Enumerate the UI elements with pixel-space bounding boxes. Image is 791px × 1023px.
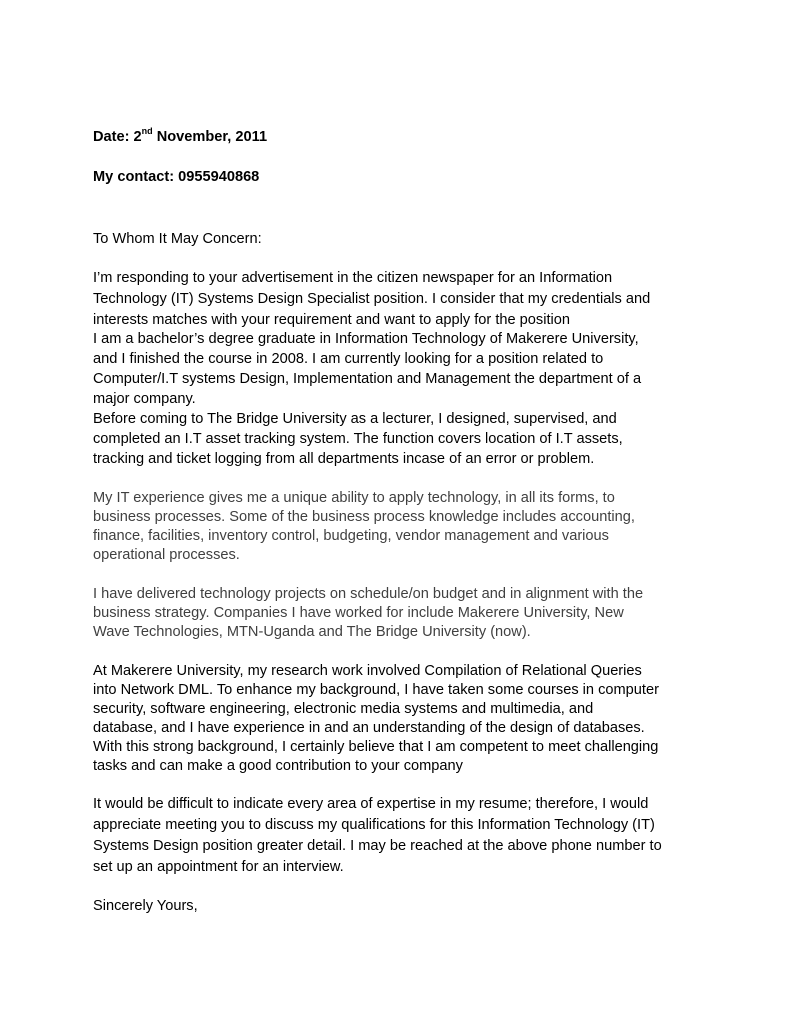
paragraph-it-experience: My IT experience gives me a unique ability to apply technology, in all its forms, to business processes. Some of the business process knowledge includes accounting, finance, facilities, inventory control, budgeting, vendor management and various operational processes.	[93, 490, 635, 563]
contact-line: My contact: 0955940868	[93, 169, 260, 185]
paragraph-advertisement: I’m responding to your advertisement in the citizen newspaper for an Information Technology (IT) Systems Design Specialist position. I consider that my credentials and interests matches with your requirement and want to apply for the position	[93, 270, 651, 328]
paragraph-projects: I have delivered technology projects on schedule/on budget and in alignment with the business strategy. Companies I have worked for include Makerere University, New Wave Technologies, MTN-Uganda and The Bridge University (now).	[93, 586, 644, 640]
date-ordinal: nd	[141, 126, 153, 137]
paragraph-research: At Makerere University, my research work involved Compilation of Relational Queries into Network DML. To enhance my background, I have taken some courses in computer security, software engineering, electronic media systems and multimedia, and database, and I have experience in and an understanding of the design of databases. With this strong background, I certainly believe that I am competent to meet challenging tasks and can make a good contribution to your company	[93, 663, 659, 774]
salutation: To Whom It May Concern:	[93, 231, 262, 247]
date-rest: November, 2011	[152, 129, 268, 145]
paragraph-experience: Before coming to The Bridge University as a lecturer, I designed, supervised, and completed an I.T asset tracking system. The function covers location of I.T assets, tracking and ticket logging from all departments incase of an error or problem.	[93, 411, 623, 467]
date-line	[93, 127, 713, 148]
closing: Sincerely Yours,	[93, 898, 198, 914]
paragraph-education: I am a bachelor’s degree graduate in Information Technology of Makerere University, and I finished the course in 2008. I am currently looking for a position related to Computer/I.T systems Design, Implementation and Management the department of a major company.	[93, 331, 642, 407]
paragraph-closing-request: It would be difficult to indicate every area of expertise in my resume; therefore, I would appreciate meeting you to discuss my qualifications for this Information Technology (IT) Systems Design position greater detail. I may be reached at the above phone number to set up an appointment for an interview.	[93, 796, 662, 875]
date-label: Date: 2	[93, 129, 142, 145]
